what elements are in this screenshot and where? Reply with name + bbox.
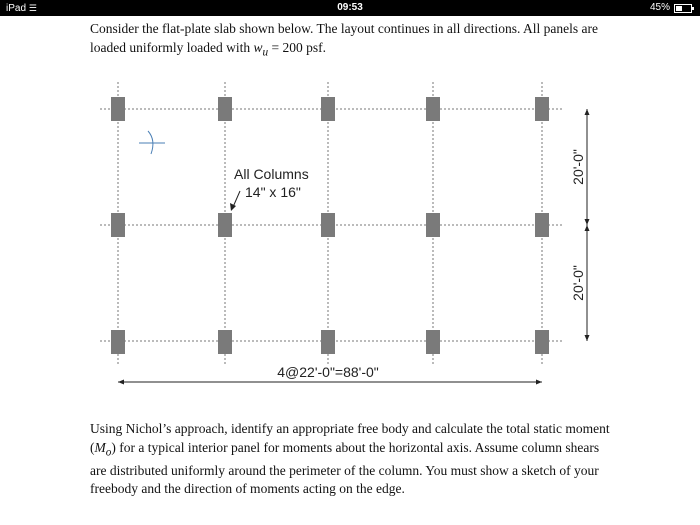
dimension-arrow-mid-down [585,219,590,225]
wifi-icon: ☰ [28,3,37,13]
status-time: 09:53 [337,2,363,13]
columns-label-line-1: All Columns [234,166,309,182]
dimension-arrow-right [536,380,542,385]
question-m-subscript: o [105,446,112,459]
dimension-arrow-top [585,109,590,115]
column [535,213,549,237]
vertical-dimension [585,109,590,341]
vertical-dimension-top-label: 20'-0" [570,149,586,185]
column [111,330,125,354]
column [111,97,125,121]
column [535,330,549,354]
dimension-arrow-left [118,380,124,385]
dimension-arrow-bottom [585,335,590,341]
pencil-mark-icon [139,131,165,154]
column [426,97,440,121]
intro-line-1: Consider the flat-plate slab shown below. The layout continues in all directions. All panels are [90,21,599,36]
vertical-dimension-bottom-label: 20'-0" [570,265,586,301]
dimension-arrow-mid-up [585,225,590,231]
battery-percent: 45% [649,2,670,13]
horizontal-dimension [118,380,542,385]
question-m-symbol: M [94,439,106,455]
leader-arrowhead [230,203,236,211]
horizontal-dimension-label: 4@22'-0"=88'-0" [277,364,379,380]
column [426,213,440,237]
question-text-b: ) for a typical interior panel for moments about the horizontal axis. Assume column shears are distributed uniformly around the perimeter of the column. You must show a sketch of your freebody and the direction of moments acting on the edge. [90,439,600,497]
question-text-a: Using Nichol’s approach, identify an appropriate free body and calculate the total static moment ( [90,421,610,455]
problem-question [90,420,610,499]
column [218,213,232,237]
column [321,97,335,121]
intro-line-2b: = 200 psf. [268,39,326,55]
column [426,330,440,354]
column [321,213,335,237]
column [218,330,232,354]
column [218,97,232,121]
leader-arrow [230,191,240,211]
intro-line-2a: loaded uniformly loaded with [90,39,254,55]
status-device: iPad ☰ [6,3,37,14]
column [535,97,549,121]
column [321,330,335,354]
intro-w-symbol: w [253,39,263,55]
columns-label-line-2: 14" x 16" [245,184,301,200]
intro-w-subscript: u [262,46,269,59]
column [111,213,125,237]
